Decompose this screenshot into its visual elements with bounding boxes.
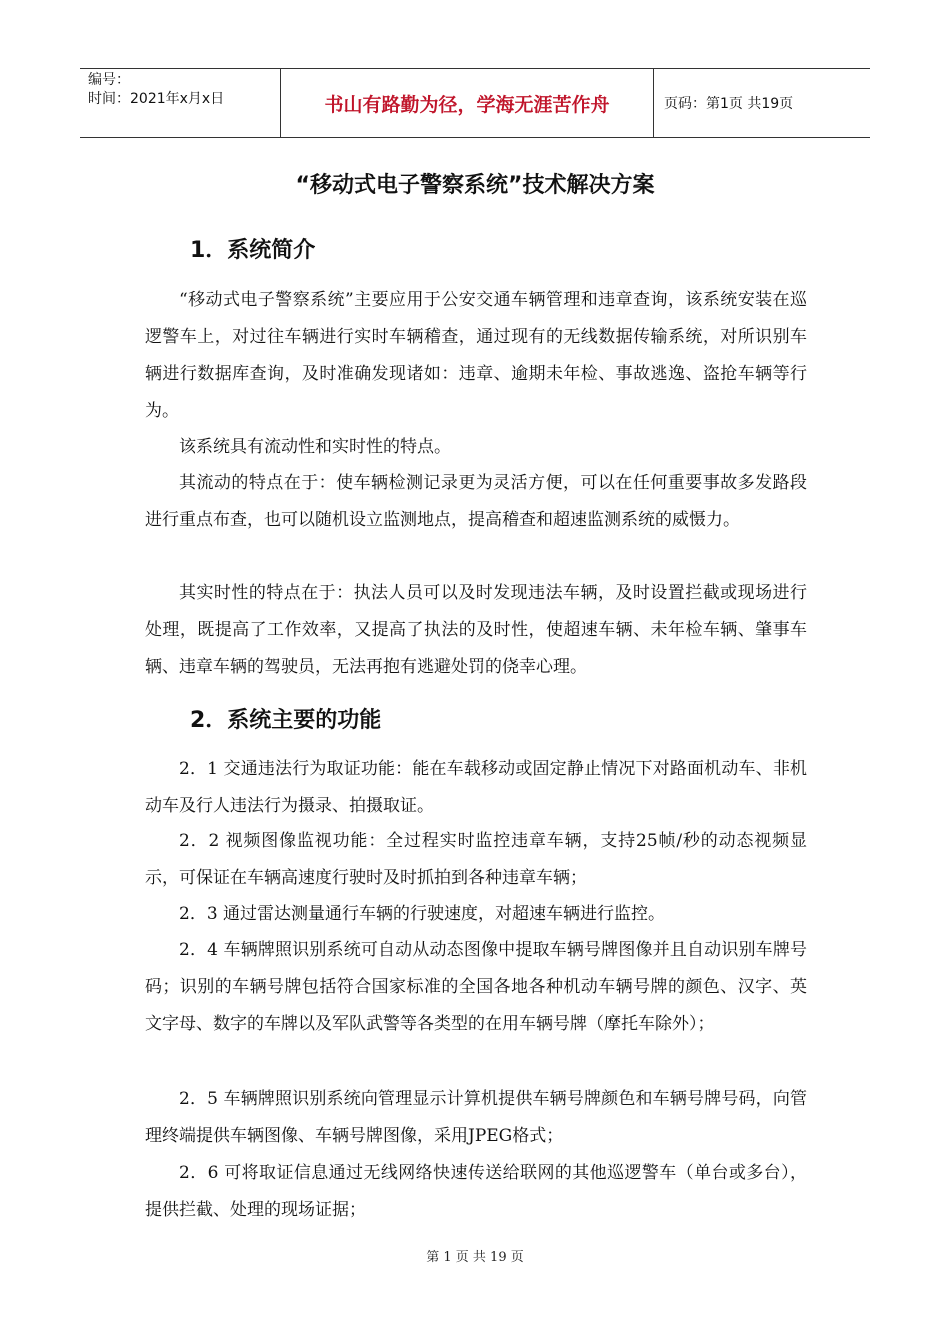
page-header [80, 68, 870, 138]
section-heading-2: 2．系统主要的功能 [190, 708, 382, 733]
paragraph: 2．2 视频图像监视功能：全过程实时监控违章车辆，支持25帧/秒的动态视频显示，可保证在车辆高速度行驶时及时抓拍到各种违章车辆； [145, 831, 807, 888]
paragraph: “移动式电子警察系统”主要应用于公安交通车辆管理和违章查询，该系统安装在巡逻警车上，对过往车辆进行实时车辆稽查，通过现有的无线数据传输系统，对所识别车辆进行数据库查询，及时准确发现诸如：违章、逾期未年检、事故逃逸、盗抢车辆等行为。 [145, 290, 807, 421]
section-heading-1: 1．系统简介 [190, 238, 316, 263]
paragraph: 2．4 车辆牌照识别系统可自动从动态图像中提取车辆号牌图像并且自动识别车牌号码；识别的车辆号牌包括符合国家标准的全国各地各种机动车辆号牌的颜色、汉字、英文字母、数字的车牌以及军队武警等各类型的在用车辆号牌（摩托车除外）； [145, 940, 807, 1034]
paragraph: 2．3 通过雷达测量通行车辆的行驶速度，对超速车辆进行监控。 [179, 904, 666, 924]
paragraph: 其流动的特点在于：使车辆检测记录更为灵活方便，可以在任何重要事故多发路段进行重点布查，也可以随机设立监测地点，提高稽查和超速监测系统的威慑力。 [145, 473, 807, 530]
document-title: “移动式电子警察系统”技术解决方案 [295, 173, 655, 198]
page-footer: 第 1 页 共 19 页 [426, 1250, 524, 1265]
header-motto: 书山有路勤为径，学海无涯苦作舟 [281, 69, 654, 137]
paragraph: 2．5 车辆牌照识别系统向管理显示计算机提供车辆号牌颜色和车辆号牌号码，向管理终端提供车辆图像、车辆号牌图像，采用JPEG格式； [145, 1089, 807, 1146]
paragraph: 2．1 交通违法行为取证功能：能在车载移动或固定静止情况下对路面机动车、非机动车及行人违法行为摄录、拍摄取证。 [145, 759, 807, 816]
header-meta [80, 69, 281, 137]
header-page-info: 页码：第1页 共19页 [664, 96, 794, 112]
document-time: 时间：2021年x月x日 [88, 91, 225, 107]
paragraph: 2．6 可将取证信息通过无线网络快速传送给联网的其他巡逻警车（单台或多台），提供拦截、处理的现场证据； [145, 1163, 807, 1220]
document-number: 编号： [88, 72, 130, 88]
paragraph: 该系统具有流动性和实时性的特点。 [179, 437, 451, 457]
paragraph: 其实时性的特点在于：执法人员可以及时发现违法车辆，及时设置拦截或现场进行处理，既提高了工作效率，又提高了执法的及时性，使超速车辆、未年检车辆、肇事车辆、违章车辆的驾驶员，无法再抱有逃避处罚的侥幸心理。 [145, 583, 807, 677]
